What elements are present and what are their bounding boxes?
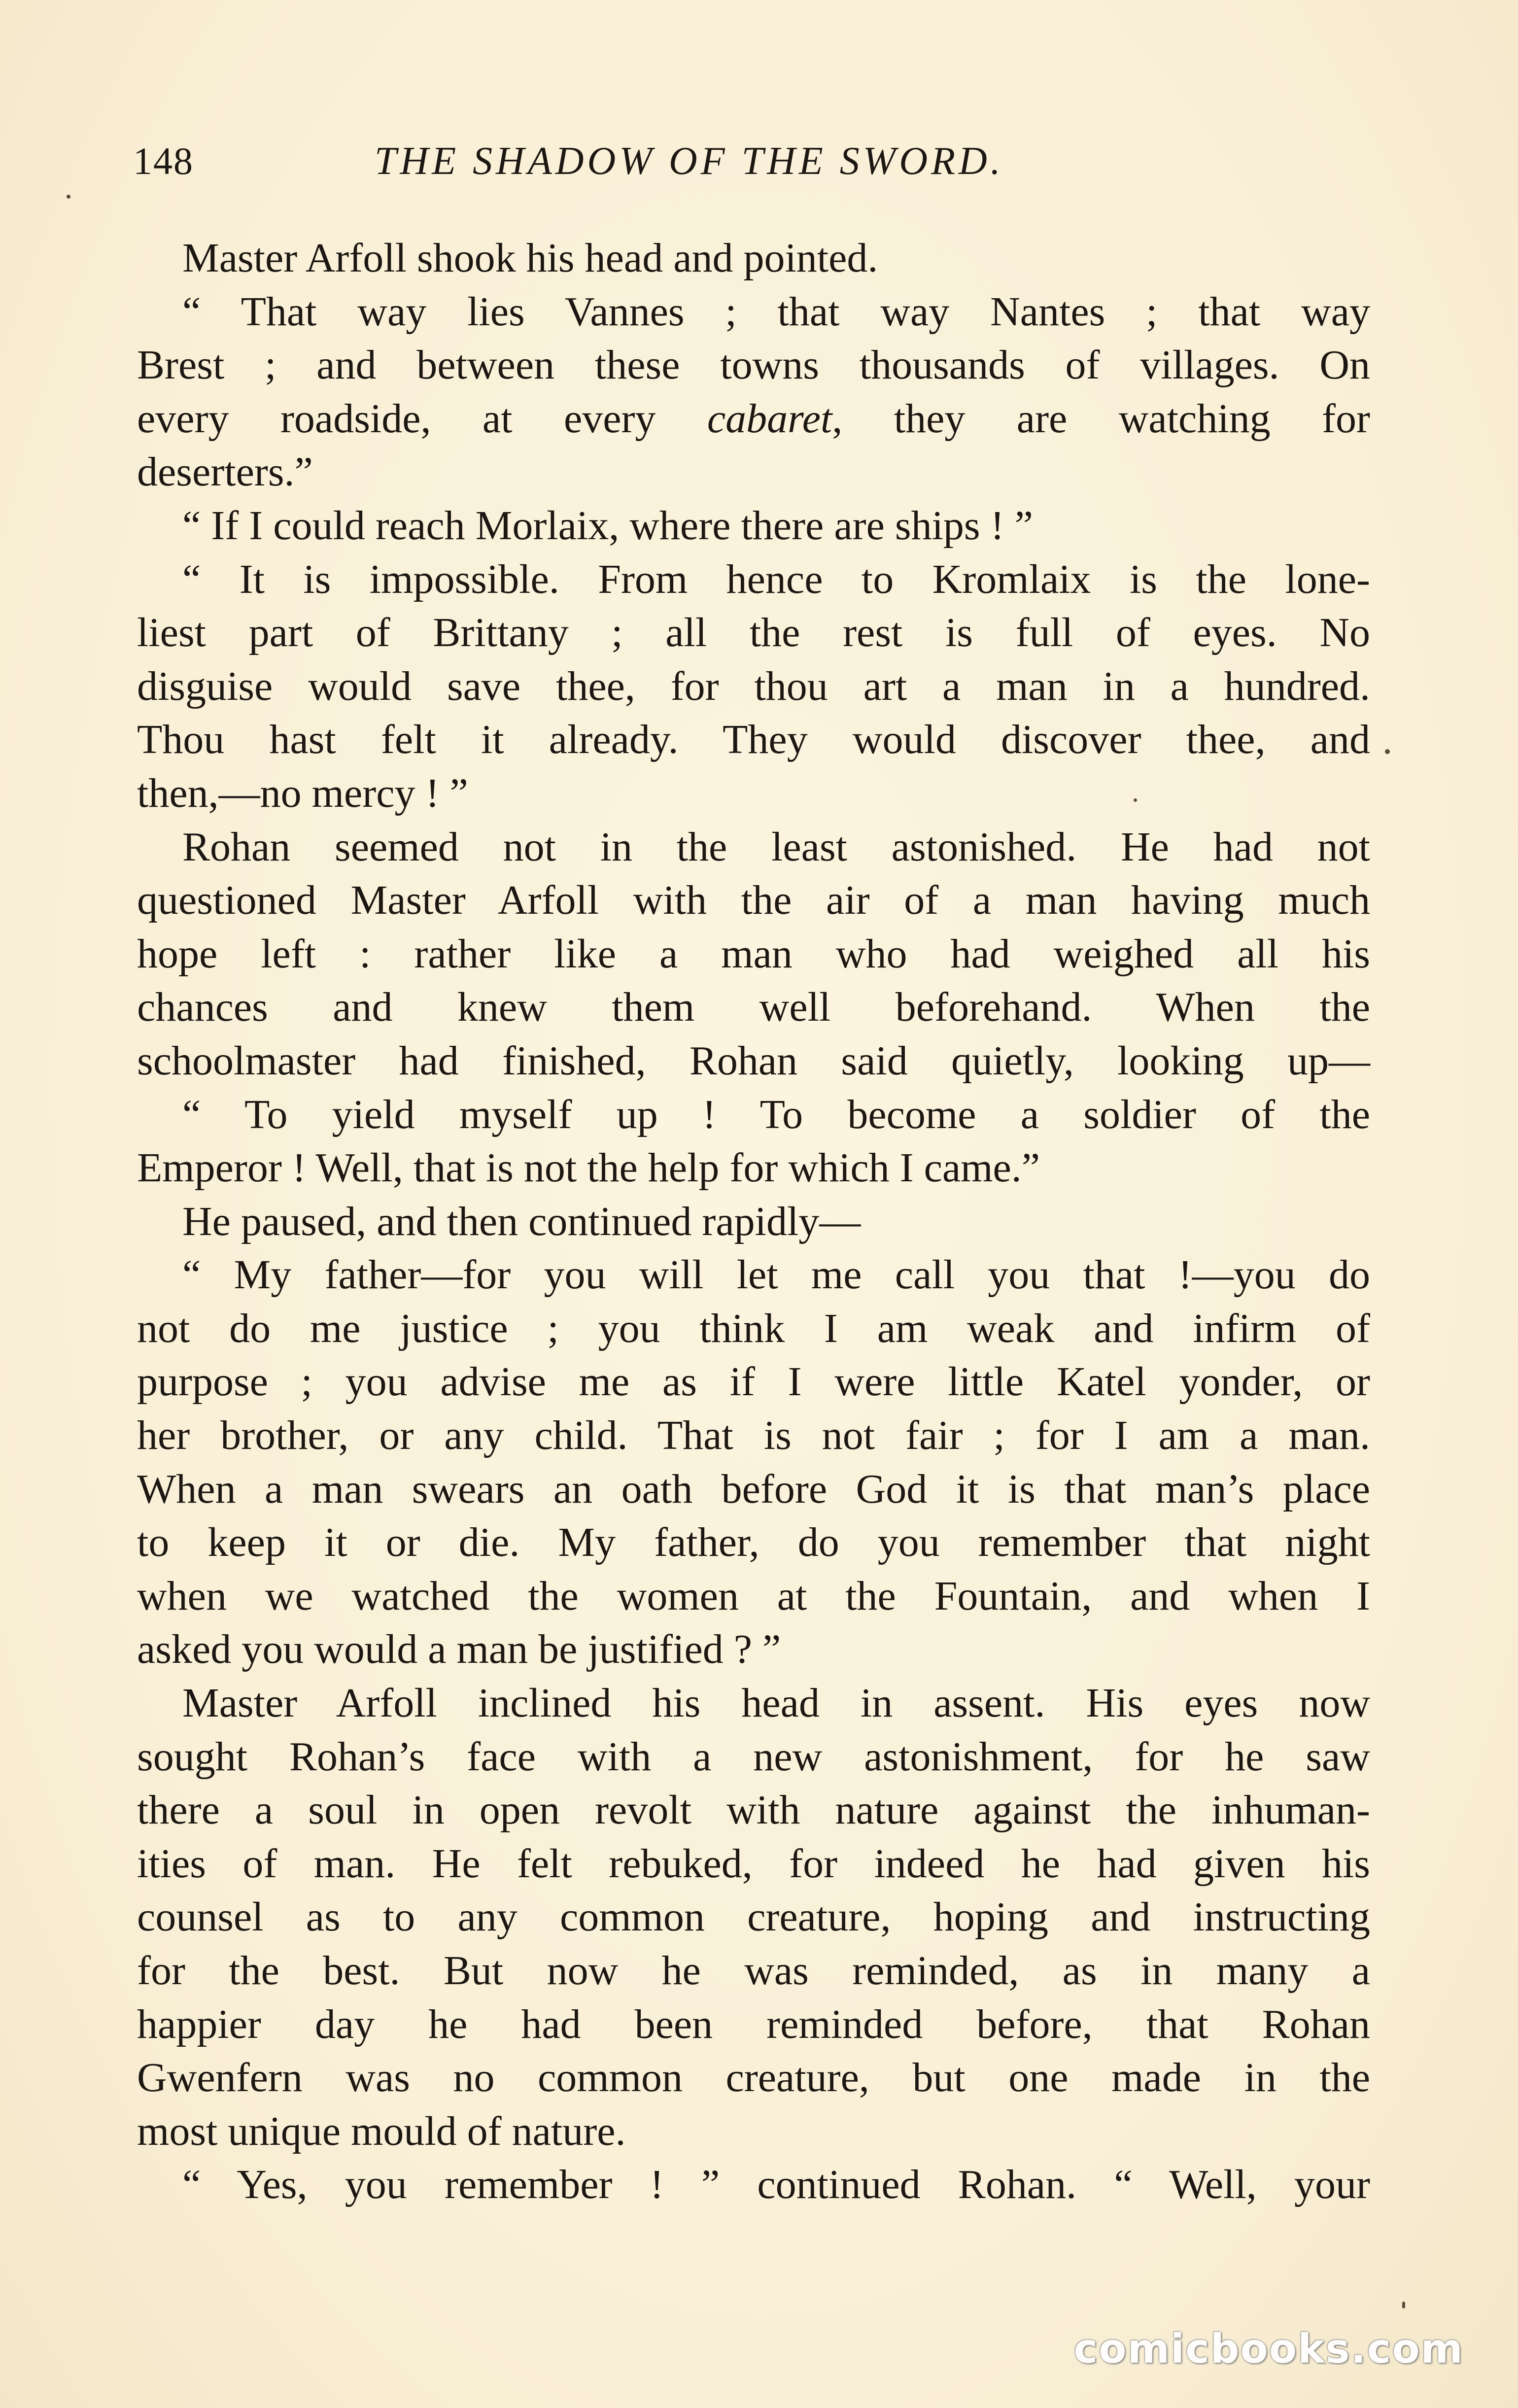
ink-speck xyxy=(67,195,70,199)
ink-speck xyxy=(1385,749,1390,754)
text-line: Gwenfern was no common creature, but one made in the xyxy=(137,2055,1370,2101)
text-line: not do me justice ; you think I am weak and infirm of xyxy=(137,1305,1370,1351)
text-line: happier day he had been reminded before, that Rohan xyxy=(137,2001,1370,2047)
text-line: liest part of Brittany ; all the rest is full of eyes. No xyxy=(137,610,1370,656)
text-line: He paused, and then continued rapidly— xyxy=(182,1198,861,1244)
running-title: THE SHADOW OF THE SWORD. xyxy=(375,139,1004,183)
text-line: purpose ; you advise me as if I were little Katel yonder, or xyxy=(137,1359,1370,1405)
text-line: Brest ; and between these towns thousands of villages. On xyxy=(137,342,1370,388)
body-text xyxy=(137,232,1370,2212)
text-line: ities of man. He felt rebuked, for indeed he had given his xyxy=(137,1840,1370,1887)
text-segment: , they are watching for xyxy=(832,395,1371,442)
text-line: disguise would save thee, for thou art a man in a hundred. xyxy=(137,663,1370,709)
text-line: “ To yield myself up ! To become a soldier of the xyxy=(182,1091,1370,1137)
text-line: Thou hast felt it already. They would discover thee, and xyxy=(137,717,1370,763)
text-line: When a man swears an oath before God it is that man’s place xyxy=(137,1466,1370,1512)
text-line: for the best. But now he was reminded, as in many a xyxy=(137,1948,1370,1994)
text-line: chances and knew them well beforehand. When the xyxy=(137,984,1370,1031)
text-line: then,—no mercy ! ” xyxy=(137,770,468,816)
text-line: schoolmaster had finished, Rohan said quietly, looking up— xyxy=(137,1037,1370,1084)
text-line: “ Yes, you remember ! ” continued Rohan. “ Well, your xyxy=(182,2162,1370,2208)
text-line: questioned Master Arfoll with the air of a man having much xyxy=(137,877,1370,924)
text-line xyxy=(137,392,1370,446)
text-line: when we watched the women at the Fountain, and when I xyxy=(137,1573,1370,1619)
text-line: Master Arfoll shook his head and pointed. xyxy=(182,235,878,281)
text-line: deserters.” xyxy=(137,449,313,495)
text-line: “ If I could reach Morlaix, where there are ships ! ” xyxy=(182,502,1033,549)
text-segment: every roadside, at every xyxy=(137,395,707,442)
running-head xyxy=(133,133,1385,197)
text-line: her brother, or any child. That is not fair ; for I am a man. xyxy=(137,1412,1370,1459)
text-line: sought Rohan’s face with a new astonishment, for he saw xyxy=(137,1733,1370,1780)
italic-word: cabaret xyxy=(707,395,832,442)
text-line: Rohan seemed not in the least astonished. He had not xyxy=(182,824,1370,870)
text-line: counsel as to any common creature, hoping and instructing xyxy=(137,1894,1370,1940)
text-line: hope left : rather like a man who had weighed all his xyxy=(137,930,1370,977)
text-line: “ That way lies Vannes ; that way Nantes ; that way xyxy=(182,288,1370,335)
page-number: 148 xyxy=(133,139,194,182)
text-line: Master Arfoll inclined his head in assent. His eyes now xyxy=(182,1680,1370,1726)
watermark-logo: comicbooks.com xyxy=(1073,2326,1464,2373)
ink-speck xyxy=(1402,2302,1405,2308)
text-line: Emperor ! Well, that is not the help for which I came.” xyxy=(137,1145,1040,1191)
text-line: to keep it or die. My father, do you remember that night xyxy=(137,1519,1370,1566)
text-line: “ It is impossible. From hence to Kromlaix is the lone- xyxy=(182,556,1370,602)
text-line: most unique mould of nature. xyxy=(137,2108,626,2154)
ink-speck xyxy=(1134,798,1137,802)
text-line: “ My father—for you will let me call you that !—you do xyxy=(182,1252,1370,1298)
text-line: asked you would a man be justified ? ” xyxy=(137,1626,781,1673)
text-line: there a soul in open revolt with nature against the inhuman- xyxy=(137,1787,1370,1833)
